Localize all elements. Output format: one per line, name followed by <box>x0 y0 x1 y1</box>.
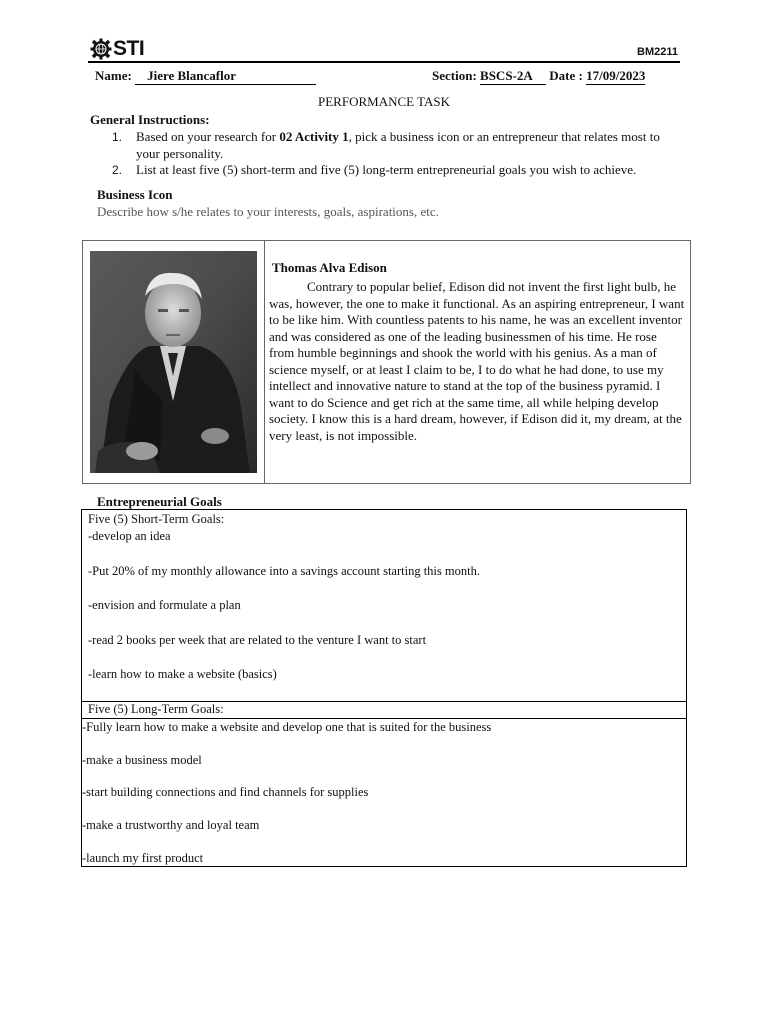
long-term-goal: -Fully learn how to make a website and develop one that is suited for the business <box>82 720 492 734</box>
short-term-goal: -envision and formulate a plan <box>88 598 241 612</box>
instruction-item: 1. Based on your research for 02 Activity 1, pick a business icon or an entrepreneur that relates most to your personality. <box>112 129 660 161</box>
sti-logo <box>90 38 144 60</box>
long-term-goal: -make a business model <box>82 753 202 767</box>
date-value[interactable]: 17/09/2023 <box>586 68 646 83</box>
goals-table <box>81 509 687 867</box>
name-value[interactable]: Jiere Blancaflor <box>135 68 316 85</box>
short-term-goal: -read 2 books per week that are related to the venture I want to start <box>88 633 427 647</box>
instructions-heading: General Instructions: <box>90 112 210 127</box>
header-rule <box>88 61 680 63</box>
icon-name: Thomas Alva Edison <box>272 260 387 275</box>
date-label: Date : <box>549 68 583 83</box>
name-row <box>95 68 316 85</box>
long-term-goal: -launch my first product <box>82 851 204 865</box>
icon-paragraph: Contrary to popular belief, Edison did not invent the first light bulb, he was, however, the one to make it functional. As an aspiring entrepreneur, I want to be like him. With countless patents to his name, he was an excellent inventor and was considered as one of the leading businessmen of his time. He rose from humble beginnings and shook the world with his genius. As a man of science myself, or at least I claim to be, I to do what he had done, to use my intellect and innovative nature to stand at the top of the business pyramid. I want to do Science and get rich at the same time, all while helping develop society. I know this is a hard dream, however, if Edison did it, my dream, at the very least, is not impossible. <box>269 279 685 443</box>
instructions-list <box>112 129 672 179</box>
page-title: PERFORMANCE TASK <box>318 94 450 109</box>
business-icon-description: Describe how s/he relates to your interests, goals, aspirations, etc. <box>97 204 439 219</box>
edison-portrait-image <box>90 251 257 473</box>
business-icon-heading: Business Icon <box>97 187 173 202</box>
short-term-goal: -develop an idea <box>88 529 171 543</box>
short-term-goal: -learn how to make a website (basics) <box>88 667 277 681</box>
goals-heading: Entrepreneurial Goals <box>97 494 222 509</box>
long-term-goal: -make a trustworthy and loyal team <box>82 818 260 832</box>
long-term-label: Five (5) Long-Term Goals: <box>88 702 224 716</box>
course-code: BM2211 <box>637 46 678 58</box>
business-icon-box <box>82 240 691 484</box>
gear-globe-icon <box>90 38 112 60</box>
name-label: Name: <box>95 68 132 83</box>
short-term-label: Five (5) Short-Term Goals: <box>88 512 225 526</box>
short-term-goal: -Put 20% of my monthly allowance into a savings account starting this month. <box>88 564 480 578</box>
section-label: Section: <box>432 68 477 83</box>
section-row <box>432 68 645 85</box>
table-divider <box>82 718 686 719</box>
logo-text: STI <box>113 37 145 60</box>
section-value[interactable]: BSCS-2A <box>480 68 546 85</box>
instruction-item: 2. List at least five (5) short-term and five (5) long-term entrepreneurial goals you wish to achieve. <box>112 162 637 177</box>
long-term-goal: -start building connections and find channels for supplies <box>82 785 369 799</box>
